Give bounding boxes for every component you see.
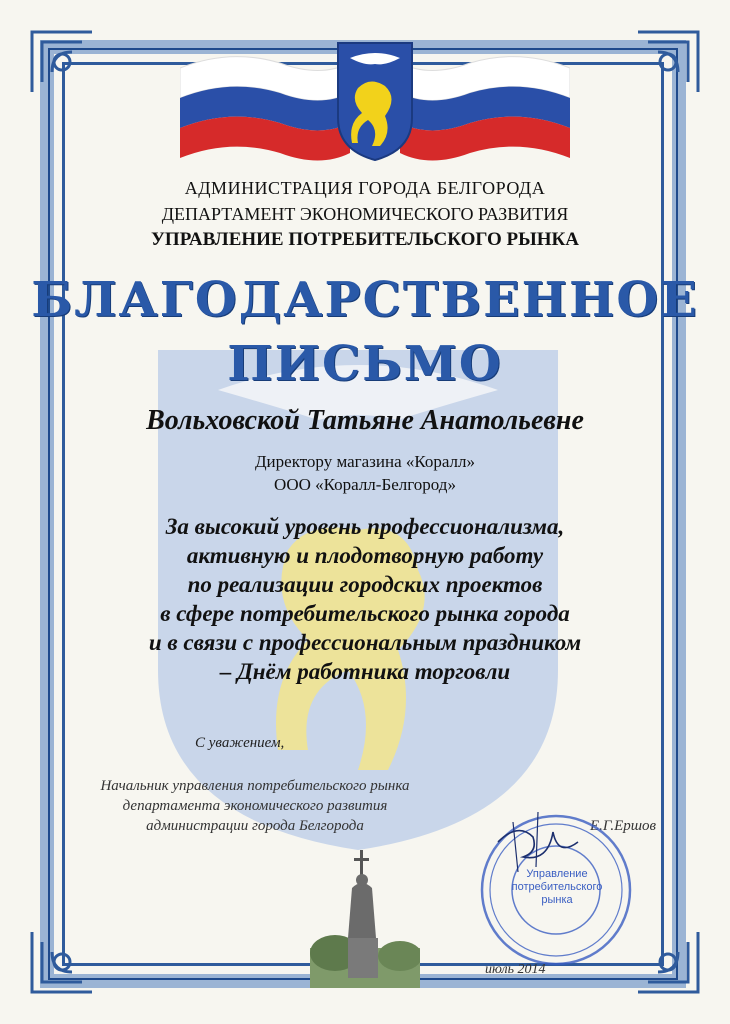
header-directorate: УПРАВЛЕНИЕ ПОТРЕБИТЕЛЬСКОГО РЫНКА: [150, 229, 580, 250]
stamp-line: рынка: [541, 894, 573, 906]
signer-title-line: Начальник управления потребительского рынка: [100, 778, 410, 794]
signer-title-line: департамента экономического развития: [122, 798, 388, 814]
monument-photo-icon: [310, 848, 420, 988]
stamp-line: Управление: [526, 868, 588, 880]
corner-ornament-icon: [22, 22, 102, 102]
reason-line: и в связи с профессиональным праздником: [148, 630, 582, 655]
header-administration: АДМИНИСТРАЦИЯ ГОРОДА БЕЛГОРОДА: [184, 178, 546, 198]
stamp-text: [510, 868, 604, 907]
signer-title: [55, 776, 455, 836]
reason-line: активную и плодотворную работу: [186, 543, 544, 568]
reason-line: За высокий уровень профессионализма,: [165, 514, 565, 539]
flag-emblem-icon: [180, 38, 570, 168]
recipient-company: ООО «Коралл-Белгород»: [274, 475, 456, 494]
reason-line: – Днём работника торговли: [219, 659, 511, 684]
signer-name: Е.Г.Ершов: [590, 818, 657, 834]
corner-ornament-icon: [628, 22, 708, 102]
document-title-2: ПИСЬМО: [227, 336, 503, 392]
regards-text: С уважением,: [195, 735, 285, 751]
document-date: июль 2014: [485, 962, 546, 977]
reason-line: по реализации городских проектов: [187, 572, 543, 597]
corner-ornament-icon: [22, 922, 102, 1002]
recipient-position: Директору магазина «Коралл»: [254, 452, 476, 471]
document-title: БЛАГОДАРСТВЕННОЕ: [31, 272, 699, 328]
header-department: ДЕПАРТАМЕНТ ЭКОНОМИЧЕСКОГО РАЗВИТИЯ: [161, 204, 569, 224]
recipient-name: Вольховской Татьяне Анатольевне: [146, 405, 584, 436]
signer-title-line: администрации города Белгорода: [146, 818, 364, 834]
stamp-line: потребительского: [511, 881, 603, 893]
reason-line: в сфере потребительского рынка города: [160, 601, 570, 626]
corner-ornament-icon: [628, 922, 708, 1002]
reason-text: [0, 512, 730, 686]
